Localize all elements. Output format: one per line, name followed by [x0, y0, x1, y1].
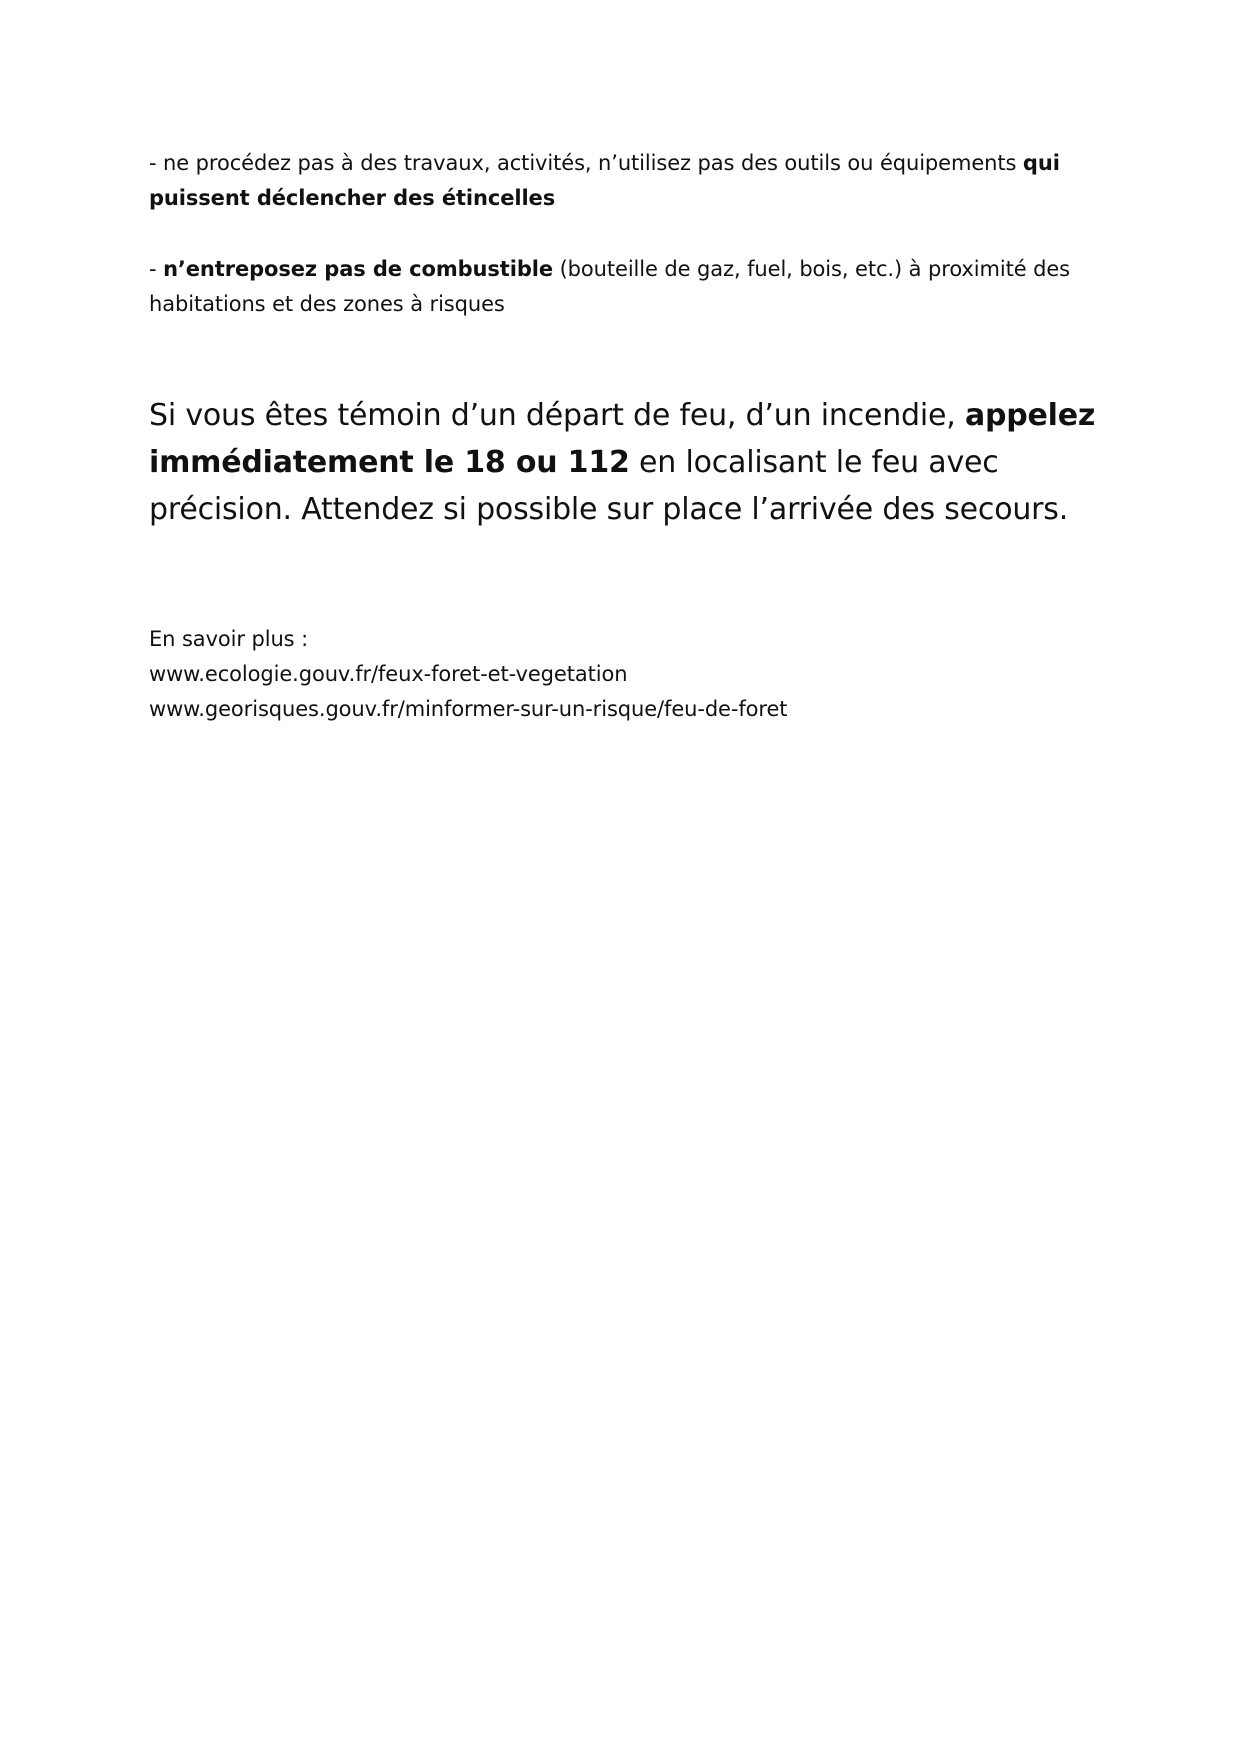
emergency-callout — [149, 392, 1109, 533]
callout-text-end: en localisant le feu avec précision. Attendez si possible sur place l’arrivée des secours. — [149, 445, 1069, 527]
advice-emphasis: n’entreposez pas de combustible — [163, 257, 554, 281]
georisques-link[interactable]: www.georisques.gouv.fr/minformer-sur-un-risque/feu-de-foret — [149, 697, 788, 721]
advice-text: - ne procédez pas à des travaux, activités, n’utilisez pas des outils ou équipements — [149, 151, 1023, 175]
callout-emphasis: appelez immédiatement le 18 ou 112 — [149, 398, 1096, 480]
advice-paragraph-sparks — [149, 146, 1089, 216]
advice-text: (bouteille de gaz, fuel, bois, etc.) à proximité des habitations et des zones à risques — [149, 257, 1070, 316]
more-info-section — [149, 622, 1049, 727]
ecologie-link[interactable]: www.ecologie.gouv.fr/feux-foret-et-vegetation — [149, 662, 628, 686]
more-info-label: En savoir plus : — [149, 627, 309, 651]
callout-text: Si vous êtes témoin d’un départ de feu, d’un incendie, — [149, 398, 965, 433]
advice-emphasis: qui puissent déclencher des étincelles — [149, 151, 1060, 210]
advice-paragraph-fuel — [149, 252, 1089, 322]
advice-dash: - — [149, 257, 164, 281]
